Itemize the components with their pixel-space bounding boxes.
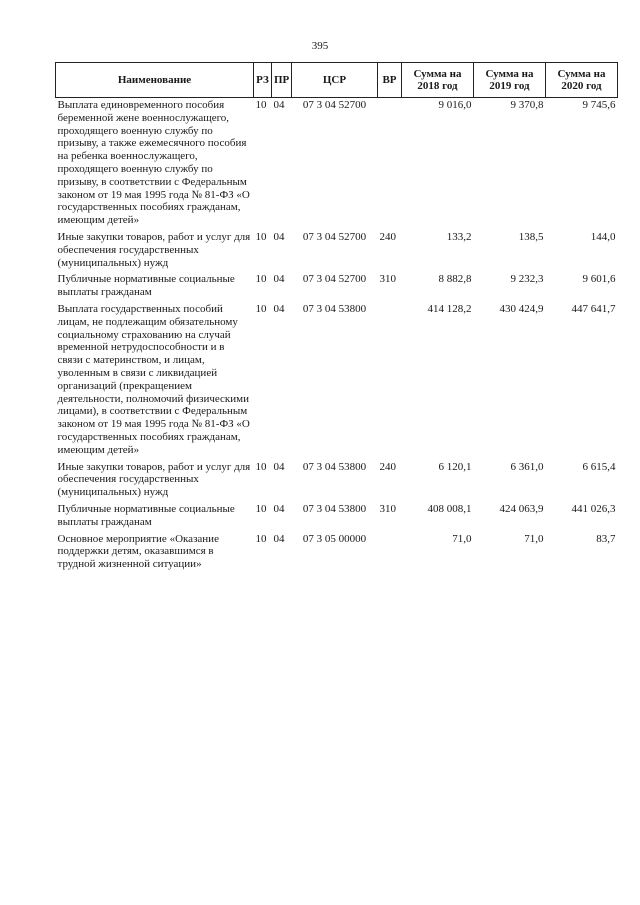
row-sum-2020: 6 615,4 <box>582 460 616 473</box>
table-row <box>56 273 618 303</box>
row-name: Выплата государственных пособий лицам, не подлежащим обязательному социальному страхованию на случай временной нетрудоспособности и в связи с материнством, и лицам, уволенным в связи с ликвидацией организаций (прекращением деятельности, полномочий физическими лицами), в соответствии с Федеральным законом от 19 мая 1995 года № 81-ФЗ «О государственных пособиях гражданам, имеющим детей» <box>57 302 250 456</box>
row-vr: 310 <box>379 502 396 515</box>
row-sum-2020: 9 745,6 <box>582 99 616 111</box>
row-sum-2020: 441 026,3 <box>571 502 616 515</box>
row-rz: 10 <box>255 302 267 315</box>
row-vr <box>378 303 402 461</box>
row-csr: 07 3 04 53800 <box>302 460 367 473</box>
row-sum-2020: 9 601,6 <box>582 273 616 286</box>
row-sum-2019: 430 424,9 <box>499 302 544 315</box>
row-name: Публичные нормативные социальные выплаты гражданам <box>57 273 235 299</box>
row-pr: 04 <box>273 273 285 286</box>
header-vr: ВР <box>378 63 402 98</box>
row-rz: 10 <box>255 99 267 111</box>
header-csr: ЦСР <box>292 63 378 98</box>
row-csr: 07 3 04 52700 <box>302 273 367 286</box>
row-name: Основное мероприятие «Оказание поддержки детям, оказавшимся в трудной жизненной ситуации» <box>57 532 219 571</box>
row-pr: 04 <box>273 502 285 515</box>
row-sum-2018: 71,0 <box>452 532 472 545</box>
header-sum-2020: Сумма на 2020 год <box>546 63 618 98</box>
row-name: Выплата единовременного пособия беременной жене военнослужащего, проходящего военную службу по призыву, а также ежемесячного пособия на ребенка военнослужащего, проходящего военную службу по призыву, в соответствии с Федеральным законом от 19 мая 1995 года № 81-ФЗ «О государственных пособиях гражданам, имеющим детей» <box>57 99 250 227</box>
row-pr: 04 <box>273 230 285 243</box>
row-vr <box>378 98 402 231</box>
row-pr: 04 <box>273 460 285 473</box>
row-vr: 240 <box>379 460 396 473</box>
row-rz: 10 <box>255 460 267 473</box>
header-pr: ПР <box>272 63 292 98</box>
row-pr: 04 <box>273 99 285 111</box>
row-name: Иные закупки товаров, работ и услуг для обеспечения государственных (муниципальных) нужд <box>57 230 251 269</box>
row-sum-2018: 408 008,1 <box>427 502 472 515</box>
row-csr: 07 3 04 53800 <box>302 302 367 315</box>
row-sum-2018: 414 128,2 <box>427 302 472 315</box>
table-row <box>56 303 618 461</box>
row-sum-2018: 133,2 <box>446 230 472 243</box>
row-sum-2019: 424 063,9 <box>499 502 544 515</box>
row-csr: 07 3 04 52700 <box>302 230 367 243</box>
row-csr: 07 3 05 00000 <box>302 532 367 545</box>
row-sum-2019: 9 232,3 <box>510 273 544 286</box>
row-rz: 10 <box>255 502 267 515</box>
row-pr: 04 <box>273 302 285 315</box>
header-sum-2019: Сумма на 2019 год <box>474 63 546 98</box>
row-csr: 07 3 04 53800 <box>302 502 367 515</box>
row-vr: 310 <box>379 273 396 286</box>
row-name: Иные закупки товаров, работ и услуг для обеспечения государственных (муниципальных) нужд <box>57 460 251 499</box>
row-name: Публичные нормативные социальные выплаты гражданам <box>57 502 235 528</box>
header-rz: РЗ <box>254 63 272 98</box>
table-row <box>56 533 618 575</box>
table-row <box>56 98 618 231</box>
row-rz: 10 <box>255 230 267 243</box>
header-row <box>56 63 618 98</box>
row-sum-2018: 6 120,1 <box>438 460 472 473</box>
table-row <box>56 231 618 273</box>
row-sum-2020: 83,7 <box>596 532 616 545</box>
row-rz: 10 <box>255 532 267 545</box>
row-pr: 04 <box>273 532 285 545</box>
row-sum-2020: 144,0 <box>590 230 616 243</box>
row-sum-2019: 9 370,8 <box>510 99 544 111</box>
row-sum-2019: 138,5 <box>518 230 544 243</box>
header-sum-2018: Сумма на 2018 год <box>402 63 474 98</box>
row-vr <box>378 533 402 575</box>
row-csr: 07 3 04 52700 <box>302 99 367 111</box>
header-name: Наименование <box>56 63 254 98</box>
row-sum-2018: 9 016,0 <box>438 99 472 111</box>
table-row <box>56 503 618 533</box>
budget-table <box>55 62 618 575</box>
row-vr: 240 <box>379 230 396 243</box>
row-sum-2020: 447 641,7 <box>571 302 616 315</box>
row-sum-2019: 6 361,0 <box>510 460 544 473</box>
row-sum-2019: 71,0 <box>524 532 544 545</box>
page-number: 395 <box>311 40 329 52</box>
row-sum-2018: 8 882,8 <box>438 273 472 286</box>
table-row <box>56 461 618 503</box>
row-rz: 10 <box>255 273 267 286</box>
